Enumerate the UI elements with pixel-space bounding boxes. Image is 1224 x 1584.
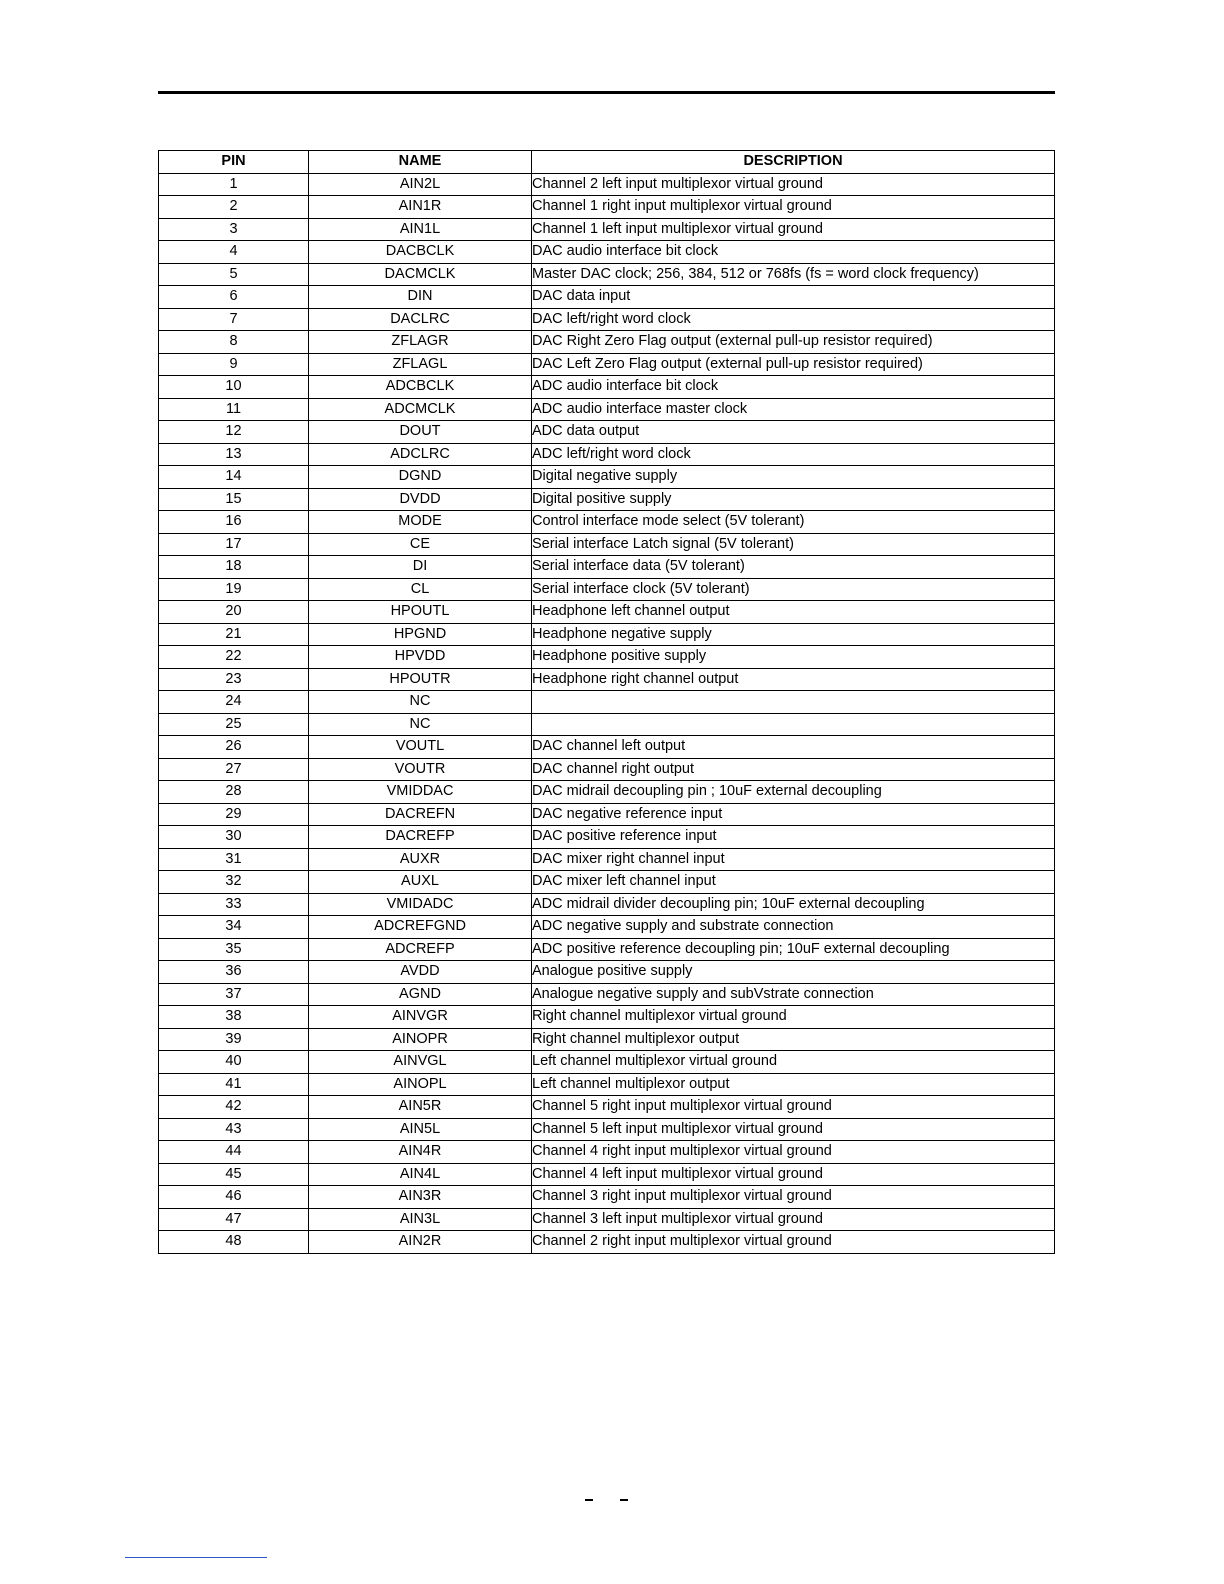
pin-description-cell: DAC Right Zero Flag output (external pull-up resistor required) — [532, 331, 1055, 354]
pin-name-cell: VOUTL — [309, 736, 532, 759]
table-row — [159, 646, 1055, 669]
pin-number-cell: 18 — [159, 556, 309, 579]
table-row — [159, 848, 1055, 871]
pin-description-cell: Headphone right channel output — [532, 668, 1055, 691]
table-row — [159, 196, 1055, 219]
pin-number-cell: 48 — [159, 1231, 309, 1254]
table-row — [159, 241, 1055, 264]
table-row — [159, 736, 1055, 759]
table-row — [159, 308, 1055, 331]
table-row — [159, 691, 1055, 714]
pin-name-cell: DGND — [309, 466, 532, 489]
pin-number-cell: 27 — [159, 758, 309, 781]
pin-number-cell: 41 — [159, 1073, 309, 1096]
pin-name-cell: DI — [309, 556, 532, 579]
pin-number-cell: 20 — [159, 601, 309, 624]
pin-description-cell: Left channel multiplexor virtual ground — [532, 1051, 1055, 1074]
pin-description-cell: ADC data output — [532, 421, 1055, 444]
table-row — [159, 1118, 1055, 1141]
pin-name-cell: HPVDD — [309, 646, 532, 669]
pin-description-cell: DAC Left Zero Flag output (external pull-up resistor required) — [532, 353, 1055, 376]
table-row — [159, 1231, 1055, 1254]
pin-number-cell: 26 — [159, 736, 309, 759]
pin-number-cell: 37 — [159, 983, 309, 1006]
pin-number-cell: 31 — [159, 848, 309, 871]
table-row — [159, 938, 1055, 961]
pin-description-cell — [532, 691, 1055, 714]
pin-description-cell: Control interface mode select (5V tolerant) — [532, 511, 1055, 534]
pin-description-cell: DAC audio interface bit clock — [532, 241, 1055, 264]
pin-name-cell: ADCMCLK — [309, 398, 532, 421]
table-row — [159, 1096, 1055, 1119]
pin-number-cell: 47 — [159, 1208, 309, 1231]
pin-name-cell: AVDD — [309, 961, 532, 984]
pin-description-cell: Serial interface clock (5V tolerant) — [532, 578, 1055, 601]
pin-description-cell: DAC mixer right channel input — [532, 848, 1055, 871]
table-row — [159, 173, 1055, 196]
table-row — [159, 286, 1055, 309]
pin-number-cell: 38 — [159, 1006, 309, 1029]
pin-number-cell: 3 — [159, 218, 309, 241]
pin-number-cell: 43 — [159, 1118, 309, 1141]
table-row — [159, 511, 1055, 534]
table-row — [159, 1163, 1055, 1186]
table-row — [159, 623, 1055, 646]
pin-description-cell: DAC left/right word clock — [532, 308, 1055, 331]
pin-description-cell: Channel 2 left input multiplexor virtual ground — [532, 173, 1055, 196]
pin-number-cell: 13 — [159, 443, 309, 466]
table-row — [159, 1051, 1055, 1074]
pin-description-cell: ADC midrail divider decoupling pin; 10uF external decoupling — [532, 893, 1055, 916]
pin-description-cell: Channel 5 left input multiplexor virtual ground — [532, 1118, 1055, 1141]
pin-name-cell: DIN — [309, 286, 532, 309]
pin-number-cell: 40 — [159, 1051, 309, 1074]
table-row — [159, 398, 1055, 421]
pin-number-cell: 25 — [159, 713, 309, 736]
table-row — [159, 443, 1055, 466]
pin-description-cell: Channel 1 left input multiplexor virtual ground — [532, 218, 1055, 241]
pin-number-cell: 45 — [159, 1163, 309, 1186]
pin-description-cell: Channel 2 right input multiplexor virtual ground — [532, 1231, 1055, 1254]
pin-name-cell: AUXL — [309, 871, 532, 894]
table-row — [159, 781, 1055, 804]
pin-name-cell: AINVGR — [309, 1006, 532, 1029]
pin-name-cell: AIN4L — [309, 1163, 532, 1186]
table-row — [159, 376, 1055, 399]
pin-name-cell: CE — [309, 533, 532, 556]
table-header — [159, 151, 1055, 174]
pin-name-cell: NC — [309, 691, 532, 714]
pin-name-cell: VMIDADC — [309, 893, 532, 916]
pin-number-cell: 29 — [159, 803, 309, 826]
pin-name-cell: AINOPR — [309, 1028, 532, 1051]
pin-number-cell: 10 — [159, 376, 309, 399]
pin-number-cell: 24 — [159, 691, 309, 714]
pin-name-cell: AIN1R — [309, 196, 532, 219]
pin-name-cell: NC — [309, 713, 532, 736]
pin-name-cell: MODE — [309, 511, 532, 534]
pin-number-cell: 30 — [159, 826, 309, 849]
table-row — [159, 668, 1055, 691]
pin-name-cell: ADCREFGND — [309, 916, 532, 939]
pin-description-cell: ADC left/right word clock — [532, 443, 1055, 466]
pin-description-cell: Headphone left channel output — [532, 601, 1055, 624]
pin-name-cell: ADCREFP — [309, 938, 532, 961]
table-row — [159, 1141, 1055, 1164]
table-row — [159, 916, 1055, 939]
pin-name-cell: AIN2R — [309, 1231, 532, 1254]
table-row — [159, 1006, 1055, 1029]
table-row — [159, 218, 1055, 241]
pin-number-cell: 12 — [159, 421, 309, 444]
pin-number-cell: 8 — [159, 331, 309, 354]
pin-name-cell: AIN5L — [309, 1118, 532, 1141]
table-row — [159, 601, 1055, 624]
table-row — [159, 893, 1055, 916]
pin-description-cell: ADC audio interface master clock — [532, 398, 1055, 421]
table-row — [159, 466, 1055, 489]
pin-number-cell: 42 — [159, 1096, 309, 1119]
pin-name-cell: DOUT — [309, 421, 532, 444]
pin-number-cell: 15 — [159, 488, 309, 511]
table-row — [159, 1208, 1055, 1231]
pin-name-cell: HPGND — [309, 623, 532, 646]
pin-number-cell: 19 — [159, 578, 309, 601]
table-row — [159, 803, 1055, 826]
pin-description-table — [158, 150, 1055, 1254]
pin-description-cell: Right channel multiplexor output — [532, 1028, 1055, 1051]
pin-number-cell: 16 — [159, 511, 309, 534]
pin-description-cell: Right channel multiplexor virtual ground — [532, 1006, 1055, 1029]
pin-name-cell: AIN1L — [309, 218, 532, 241]
pin-description-cell: DAC midrail decoupling pin ; 10uF external decoupling — [532, 781, 1055, 804]
table-row — [159, 1186, 1055, 1209]
header-rule — [158, 91, 1055, 94]
table-row — [159, 421, 1055, 444]
pin-number-cell: 1 — [159, 173, 309, 196]
table-row — [159, 1028, 1055, 1051]
pin-number-cell: 22 — [159, 646, 309, 669]
pin-name-cell: ZFLAGR — [309, 331, 532, 354]
pin-description-cell: Serial interface Latch signal (5V tolerant) — [532, 533, 1055, 556]
table-row — [159, 263, 1055, 286]
pin-description-cell: ADC audio interface bit clock — [532, 376, 1055, 399]
pin-number-cell: 32 — [159, 871, 309, 894]
pin-description-cell: Channel 3 right input multiplexor virtual ground — [532, 1186, 1055, 1209]
pin-description-cell: Master DAC clock; 256, 384, 512 or 768fs (fs = word clock frequency) — [532, 263, 1055, 286]
pin-number-cell: 6 — [159, 286, 309, 309]
table-row — [159, 961, 1055, 984]
pin-description-cell: Channel 4 left input multiplexor virtual ground — [532, 1163, 1055, 1186]
pin-description-cell: Analogue positive supply — [532, 961, 1055, 984]
table-row — [159, 331, 1055, 354]
footer-link-underline — [125, 1557, 267, 1558]
pin-number-cell: 4 — [159, 241, 309, 264]
pin-description-cell — [532, 713, 1055, 736]
pin-number-cell: 21 — [159, 623, 309, 646]
pin-number-cell: 2 — [159, 196, 309, 219]
table-row — [159, 758, 1055, 781]
table-row — [159, 353, 1055, 376]
pin-description-cell: Digital negative supply — [532, 466, 1055, 489]
pin-number-cell: 34 — [159, 916, 309, 939]
pin-description-cell: DAC negative reference input — [532, 803, 1055, 826]
pin-name-cell: DACBCLK — [309, 241, 532, 264]
table-row — [159, 488, 1055, 511]
table-row — [159, 1073, 1055, 1096]
pin-number-cell: 14 — [159, 466, 309, 489]
table-row — [159, 533, 1055, 556]
pin-number-cell: 23 — [159, 668, 309, 691]
pin-number-cell: 9 — [159, 353, 309, 376]
pin-description-cell: Channel 1 right input multiplexor virtual ground — [532, 196, 1055, 219]
table-row — [159, 713, 1055, 736]
pin-description-cell: Channel 5 right input multiplexor virtual ground — [532, 1096, 1055, 1119]
pin-name-cell: AINOPL — [309, 1073, 532, 1096]
pin-name-cell: DACMCLK — [309, 263, 532, 286]
pin-number-cell: 5 — [159, 263, 309, 286]
header-row — [159, 151, 1055, 174]
pin-number-cell: 39 — [159, 1028, 309, 1051]
pin-description-cell: DAC positive reference input — [532, 826, 1055, 849]
pin-number-cell: 35 — [159, 938, 309, 961]
pin-name-cell: AIN5R — [309, 1096, 532, 1119]
pin-column-header: PIN — [159, 151, 309, 174]
name-column-header: NAME — [309, 151, 532, 174]
pin-description-cell: DAC mixer left channel input — [532, 871, 1055, 894]
pin-description-cell: DAC channel right output — [532, 758, 1055, 781]
pin-number-cell: 28 — [159, 781, 309, 804]
pin-name-cell: ZFLAGL — [309, 353, 532, 376]
pin-name-cell: DACREFN — [309, 803, 532, 826]
pin-name-cell: AINVGL — [309, 1051, 532, 1074]
footer-dash — [585, 1499, 593, 1501]
pin-description-cell: Headphone negative supply — [532, 623, 1055, 646]
pin-description-cell: Analogue negative supply and subVstrate connection — [532, 983, 1055, 1006]
pin-name-cell: ADCBCLK — [309, 376, 532, 399]
pin-description-cell: Channel 3 left input multiplexor virtual ground — [532, 1208, 1055, 1231]
pin-number-cell: 11 — [159, 398, 309, 421]
pin-number-cell: 17 — [159, 533, 309, 556]
pin-name-cell: AUXR — [309, 848, 532, 871]
pin-name-cell: AGND — [309, 983, 532, 1006]
table-body — [159, 173, 1055, 1253]
pin-description-cell: Channel 4 right input multiplexor virtual ground — [532, 1141, 1055, 1164]
pin-name-cell: CL — [309, 578, 532, 601]
pin-description-cell: ADC positive reference decoupling pin; 10uF external decoupling — [532, 938, 1055, 961]
pin-name-cell: AIN2L — [309, 173, 532, 196]
pin-name-cell: HPOUTR — [309, 668, 532, 691]
pin-name-cell: AIN3R — [309, 1186, 532, 1209]
pin-name-cell: ADCLRC — [309, 443, 532, 466]
pin-description-cell: Left channel multiplexor output — [532, 1073, 1055, 1096]
footer-dash — [620, 1499, 628, 1501]
page-footer-marks — [580, 1494, 640, 1508]
pin-name-cell: HPOUTL — [309, 601, 532, 624]
pin-number-cell: 7 — [159, 308, 309, 331]
pin-description-cell: Digital positive supply — [532, 488, 1055, 511]
pin-name-cell: AIN3L — [309, 1208, 532, 1231]
pin-number-cell: 44 — [159, 1141, 309, 1164]
table-row — [159, 871, 1055, 894]
pin-description-cell: DAC data input — [532, 286, 1055, 309]
pin-description-cell: DAC channel left output — [532, 736, 1055, 759]
pin-description-cell: Serial interface data (5V tolerant) — [532, 556, 1055, 579]
pin-name-cell: DVDD — [309, 488, 532, 511]
pin-name-cell: VOUTR — [309, 758, 532, 781]
pin-description-cell: ADC negative supply and substrate connection — [532, 916, 1055, 939]
pin-name-cell: DACREFP — [309, 826, 532, 849]
table-row — [159, 556, 1055, 579]
pin-number-cell: 46 — [159, 1186, 309, 1209]
pin-name-cell: VMIDDAC — [309, 781, 532, 804]
table-row — [159, 578, 1055, 601]
description-column-header: DESCRIPTION — [532, 151, 1055, 174]
table-row — [159, 983, 1055, 1006]
pin-number-cell: 33 — [159, 893, 309, 916]
pin-description-cell: Headphone positive supply — [532, 646, 1055, 669]
table-row — [159, 826, 1055, 849]
pin-name-cell: DACLRC — [309, 308, 532, 331]
pin-name-cell: AIN4R — [309, 1141, 532, 1164]
pin-number-cell: 36 — [159, 961, 309, 984]
